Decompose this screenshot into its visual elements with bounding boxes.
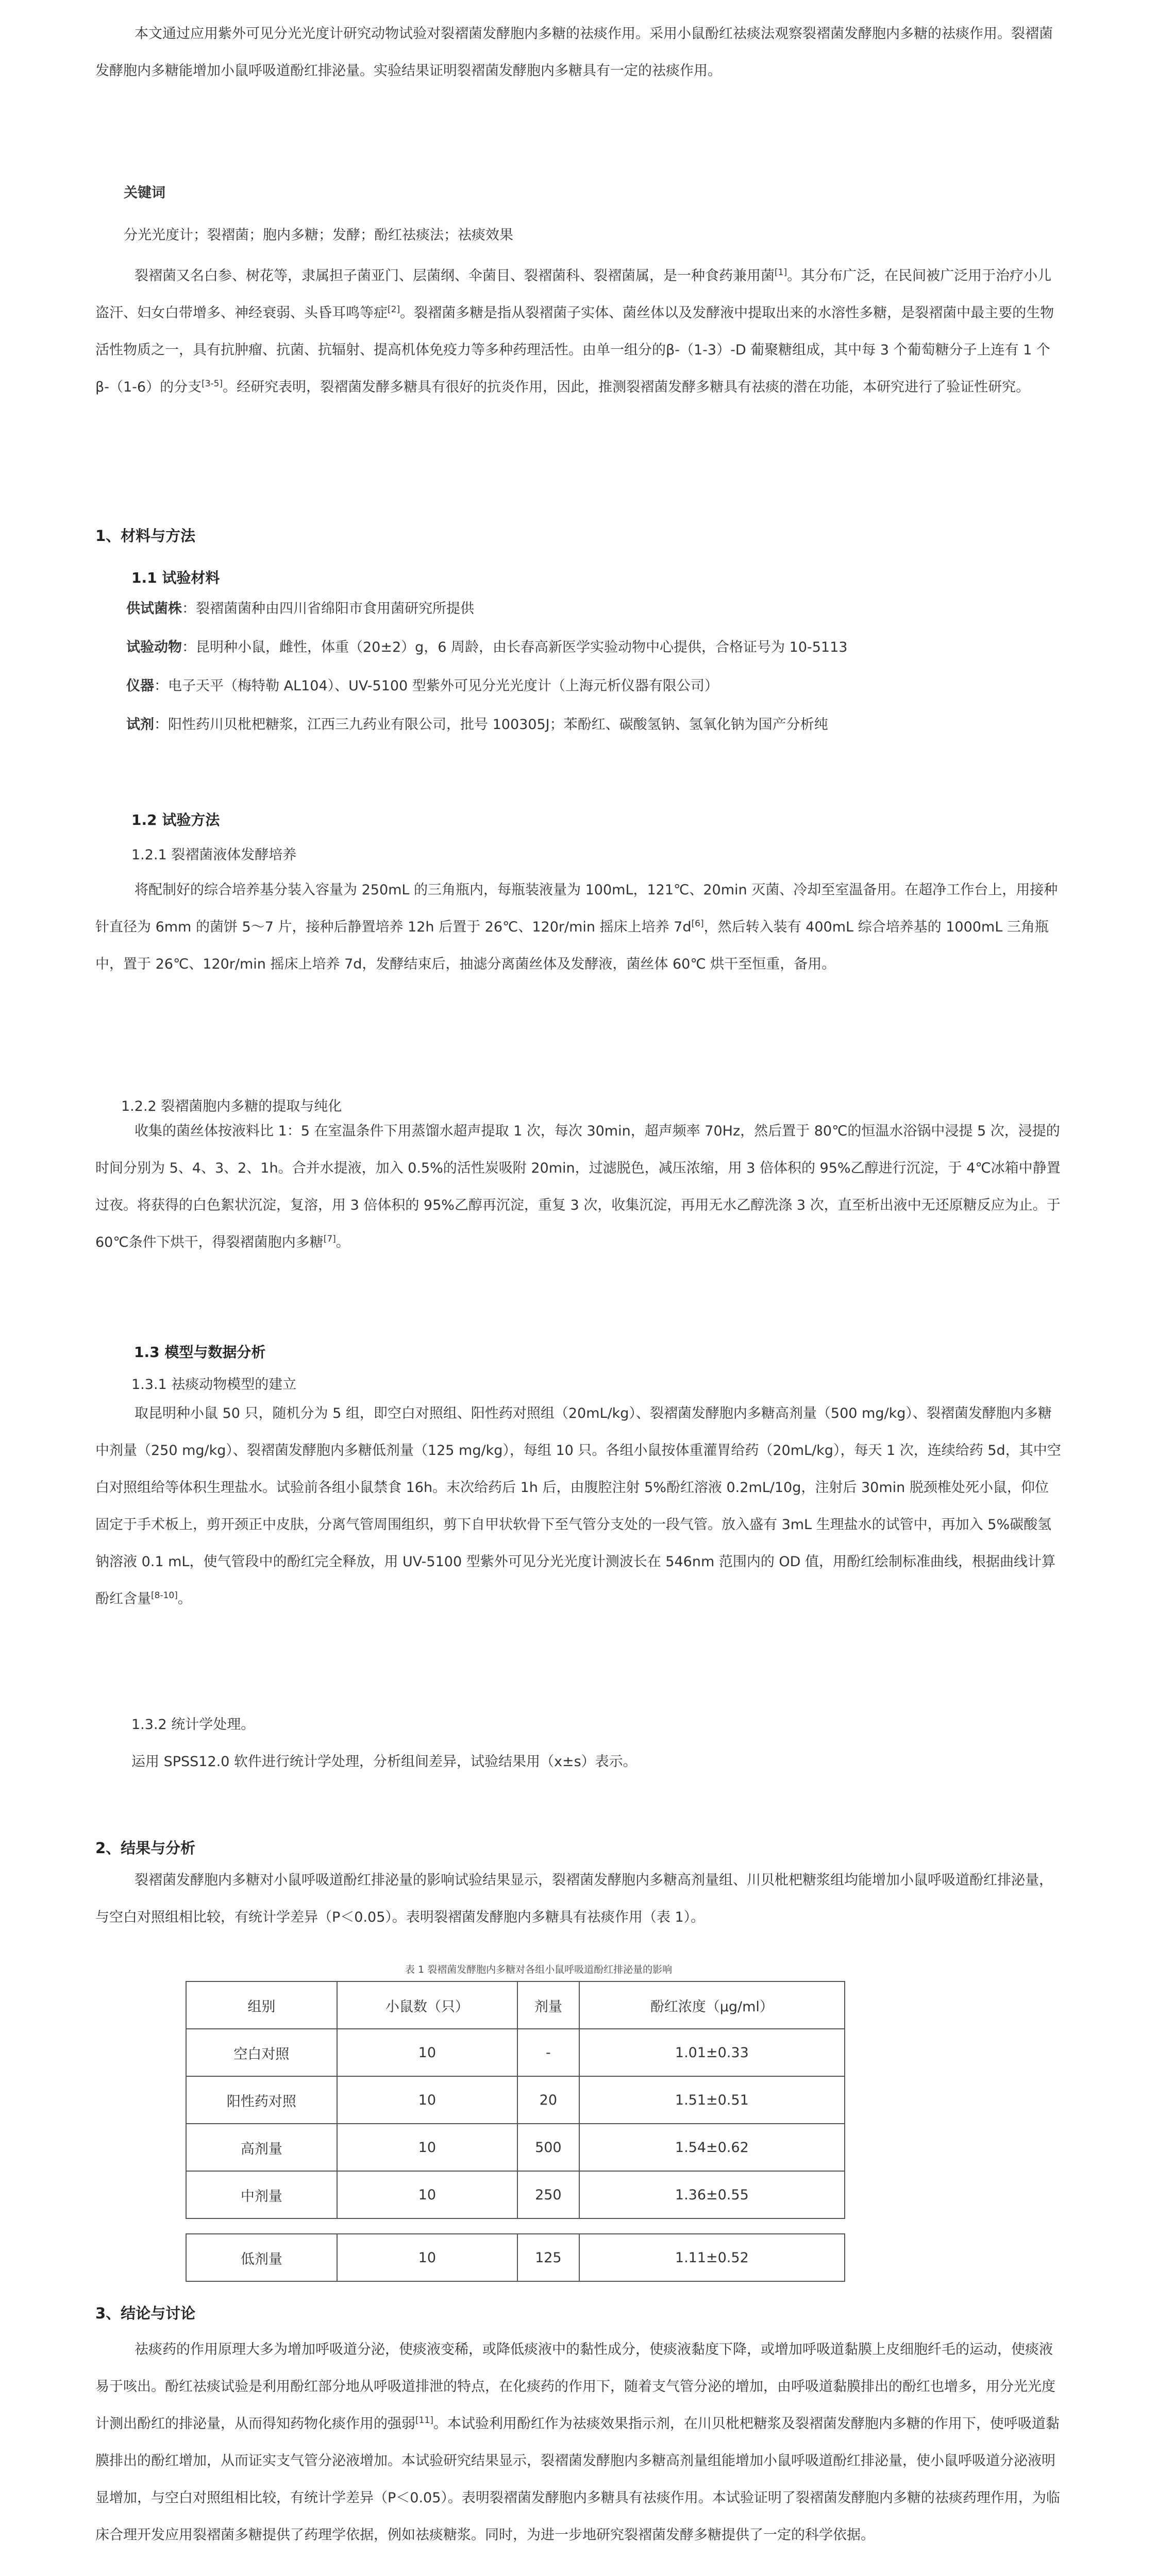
cell-dose: 20 bbox=[517, 2076, 579, 2124]
cell-dose: 250 bbox=[517, 2171, 579, 2218]
cell-count: 10 bbox=[337, 2029, 517, 2076]
results-paragraph: 裂褶菌发酵胞内多糖对小鼠呼吸道酚红排泌量的影响试验结果显示，裂褶菌发酵胞内多糖高剂量组、川贝枇杷糖浆组均能增加小鼠呼吸道酚红排泌量，与空白对照组相比较，有统计学差异（P＜0.05）。表明裂褶菌发酵胞内多糖具有祛痰作用（表 1）。 bbox=[95, 1872, 1053, 1925]
cell-value: 1.51±0.51 bbox=[579, 2076, 845, 2124]
cell-count: 10 bbox=[337, 2171, 517, 2218]
cell-count: 10 bbox=[337, 2234, 517, 2281]
cell-dose: - bbox=[517, 2029, 579, 2076]
results-table bbox=[186, 1981, 845, 2282]
cell-count: 10 bbox=[337, 2076, 517, 2124]
subsection-test-methods: 1.2 试验方法 bbox=[131, 811, 220, 828]
cell-dose: 500 bbox=[517, 2124, 579, 2171]
table-gap bbox=[186, 2218, 845, 2234]
keywords-text: 分光光度计；裂褶菌；胞内多糖；发酵；酚红祛痰法；祛痰效果 bbox=[124, 227, 513, 243]
table-caption: 表 1 裂褶菌发酵胞内多糖对各组小鼠呼吸道酚红排泌量的影响 bbox=[405, 1964, 673, 1975]
cell-count: 10 bbox=[337, 2124, 517, 2171]
extraction-paragraph: 收集的菌丝体按液料比 1：5 在室温条件下用蒸馏水超声提取 1 次，每次 30min，超声频率 70Hz，然后置于 80℃的恒温水浴锅中浸提 5 次，浸提的时间分别为 5、4、3、2、1h。合并水提液，加入 0.5%的活性炭吸附 20min，过滤脱色，减压浓缩，用 3 倍体积的 95%乙醇进行沉淀，于 4℃冰箱中静置过夜。将获得的白色絮状沉淀，复溶，用 3 倍体积的 95%乙醇再沉淀，重复 3 次，收集沉淀，再用无水乙醇洗涤 3 次，直至析出液中无还原糖反应为止。于 60℃条件下烘干，得裂褶菌胞内多糖[7]。 bbox=[95, 1123, 1061, 1250]
subsubsection-extraction: 1.2.2 裂褶菌胞内多糖的提取与纯化 bbox=[121, 1098, 342, 1114]
cell-value: 1.54±0.62 bbox=[579, 2124, 845, 2171]
header-mice-count: 小鼠数（只） bbox=[337, 1981, 517, 2029]
cell-value: 1.11±0.52 bbox=[579, 2234, 845, 2281]
background-paragraph: 裂褶菌又名白参、树花等，隶属担子菌亚门、层菌纲、伞菌目、裂褶菌科、裂褶菌属，是一种食药兼用菌[1]。其分布广泛，在民间被广泛用于治疗小儿盗汗、妇女白带增多、神经衰弱、头昏耳鸣等症[2]。裂褶菌多糖是指从裂褶菌子实体、菌丝体以及发酵液中提取出来的水溶性多糖，是裂褶菌中最主要的生物活性物质之一，具有抗肿瘤、抗菌、抗辐射、提高机体免疫力等多种药理活性。由单一组分的β-（1-3）-D 葡聚糖组成，其中每 3 个葡萄糖分子上连有 1 个β-（1-6）的分支[3-5]。经研究表明，裂褶菌发酵多糖具有很好的抗炎作用，因此，推测裂褶菌发酵多糖具有祛痰的潜在功能，本研究进行了验证性研究。 bbox=[95, 267, 1054, 395]
material-reagents: 试剂：阳性药川贝枇杷糖浆，江西三九药业有限公司，批号 100305J；苯酚红、碳酸氢钠、氢氧化钠为国产分析纯 bbox=[126, 717, 828, 733]
cell-group: 低剂量 bbox=[186, 2234, 337, 2281]
subsubsection-statistics: 1.3.2 统计学处理。 bbox=[131, 1717, 255, 1733]
fermentation-paragraph: 将配制好的综合培养基分装入容量为 250mL 的三角瓶内，每瓶装液量为 100mL，121℃、20min 灭菌、冷却至室温备用。在超净工作台上，用接种针直径为 6mm 的菌饼 5～7 片，接种后静置培养 12h 后置于 26℃、120r/min 摇床上培养 7d[6]，然后转入装有 400mL 综合培养基的 1000mL 三角瓶中，置于 26℃、120r/min 摇床上培养 7d，发酵结束后，抽滤分离菌丝体及发酵液，菌丝体 60℃ 烘干至恒重，备用。 bbox=[95, 882, 1058, 972]
table-row bbox=[186, 2029, 845, 2076]
cell-group: 空白对照 bbox=[186, 2029, 337, 2076]
table-header-row bbox=[186, 1981, 845, 2029]
subsubsection-animal-model: 1.3.1 祛痰动物模型的建立 bbox=[131, 1377, 297, 1393]
cell-group: 高剂量 bbox=[186, 2124, 337, 2171]
table-row bbox=[186, 2124, 845, 2171]
cell-group: 阳性药对照 bbox=[186, 2076, 337, 2124]
header-phenol-red: 酚红浓度（μg/ml） bbox=[579, 1981, 845, 2029]
keywords-heading: 关键词 bbox=[124, 185, 165, 201]
section-results: 2、结果与分析 bbox=[95, 1839, 196, 1857]
material-animals: 试验动物：昆明种小鼠，雌性，体重（20±2）g，6 周龄，由长春高新医学实验动物中心提供，合格证号为 10-5113 bbox=[126, 639, 848, 655]
header-dose: 剂量 bbox=[517, 1981, 579, 2029]
conclusion-paragraph: 祛痰药的作用原理大多为增加呼吸道分泌，使痰液变稀，或降低痰液中的黏性成分，使痰液黏度下降，或增加呼吸道黏膜上皮细胞纤毛的运动，使痰液易于咳出。酚红祛痰试验是利用酚红部分地从呼吸道排泄的特点，在化痰药的作用下，随着支气管分泌的增加，由呼吸道黏膜排出的酚红也增多，用分光光度计测出酚红的排泌量，从而得知药物化痰作用的强弱[11]。本试验利用酚红作为祛痰效果指示剂，在川贝枇杷糖浆及裂褶菌发酵胞内多糖的作用下，使呼吸道黏膜排出的酚红增加，从而证实支气管分泌液增加。本试验研究结果显示，裂褶菌发酵胞内多糖高剂量组能增加小鼠呼吸道酚红排泌量，使小鼠呼吸道分泌液明显增加，与空白对照组相比较，有统计学差异（P＜0.05）。表明裂褶菌发酵胞内多糖具有祛痰作用。本试验证明了裂褶菌发酵胞内多糖的祛痰药理作用，为临床合理开发应用裂褶菌多糖提供了药理学依据，例如祛痰糖浆。同时，为进一步地研究裂褶菌发酵多糖提供了一定的科学依据。 bbox=[95, 2342, 1060, 2543]
subsection-test-materials: 1.1 试验材料 bbox=[131, 569, 220, 586]
abstract-paragraph: 本文通过应用紫外可见分光光度计研究动物试验对裂褶菌发酵胞内多糖的祛痰作用。采用小鼠酚红祛痰法观察裂褶菌发酵胞内多糖的祛痰作用。裂褶菌发酵胞内多糖能增加小鼠呼吸道酚红排泌量。实验结果证明裂褶菌发酵胞内多糖具有一定的祛痰作用。 bbox=[95, 26, 1053, 79]
section-materials-methods: 1、材料与方法 bbox=[95, 527, 196, 545]
section-conclusion: 3、结论与讨论 bbox=[95, 2304, 196, 2322]
header-group: 组别 bbox=[186, 1981, 337, 2029]
animal-model-paragraph: 取昆明种小鼠 50 只，随机分为 5 组，即空白对照组、阳性药对照组（20mL/kg）、裂褶菌发酵胞内多糖高剂量（500 mg/kg）、裂褶菌发酵胞内多糖中剂量（250 mg/kg）、裂褶菌发酵胞内多糖低剂量（125 mg/kg），每组 10 只。各组小鼠按体重灌胃给药（20mL/kg），每天 1 次，连续给药 5d，其中空白对照组给等体积生理盐水。试验前各组小鼠禁食 16h。末次给药后 1h 后，由腹腔注射 5%酚红溶液 0.2mL/10g，注射后 30min 脱颈椎处死小鼠，仰位固定于手术板上，剪开颈正中皮肤，分离气管周围组织，剪下自甲状软骨下至气管分支处的一段气管。放入盛有 3mL 生理盐水的试管中，再加入 5%碳酸氢钠溶液 0.1 mL，使气管段中的酚红完全释放，用 UV-5100 型紫外可见分光光度计测波长在 546nm 范围内的 OD 值，用酚红绘制标准曲线，根据曲线计算酚红含量[8-10]。 bbox=[95, 1405, 1061, 1607]
table-row bbox=[186, 2076, 845, 2124]
cell-dose: 125 bbox=[517, 2234, 579, 2281]
cell-value: 1.01±0.33 bbox=[579, 2029, 845, 2076]
material-instruments: 仪器：电子天平（梅特勒 AL104）、UV-5100 型紫外可见分光光度计（上海元析仪器有限公司） bbox=[126, 678, 718, 694]
subsubsection-fermentation: 1.2.1 裂褶菌液体发酵培养 bbox=[131, 847, 297, 863]
material-strain: 供试菌株：裂褶菌菌种由四川省绵阳市食用菌研究所提供 bbox=[126, 601, 474, 617]
subsection-model-analysis: 1.3 模型与数据分析 bbox=[134, 1344, 266, 1361]
cell-value: 1.36±0.55 bbox=[579, 2171, 845, 2218]
table-gap-row bbox=[186, 2218, 845, 2234]
table-row bbox=[186, 2234, 845, 2281]
cell-group: 中剂量 bbox=[186, 2171, 337, 2218]
statistics-text: 运用 SPSS12.0 软件进行统计学处理，分析组间差异，试验结果用（x±s）表示。 bbox=[131, 1754, 637, 1770]
table-row bbox=[186, 2171, 845, 2218]
